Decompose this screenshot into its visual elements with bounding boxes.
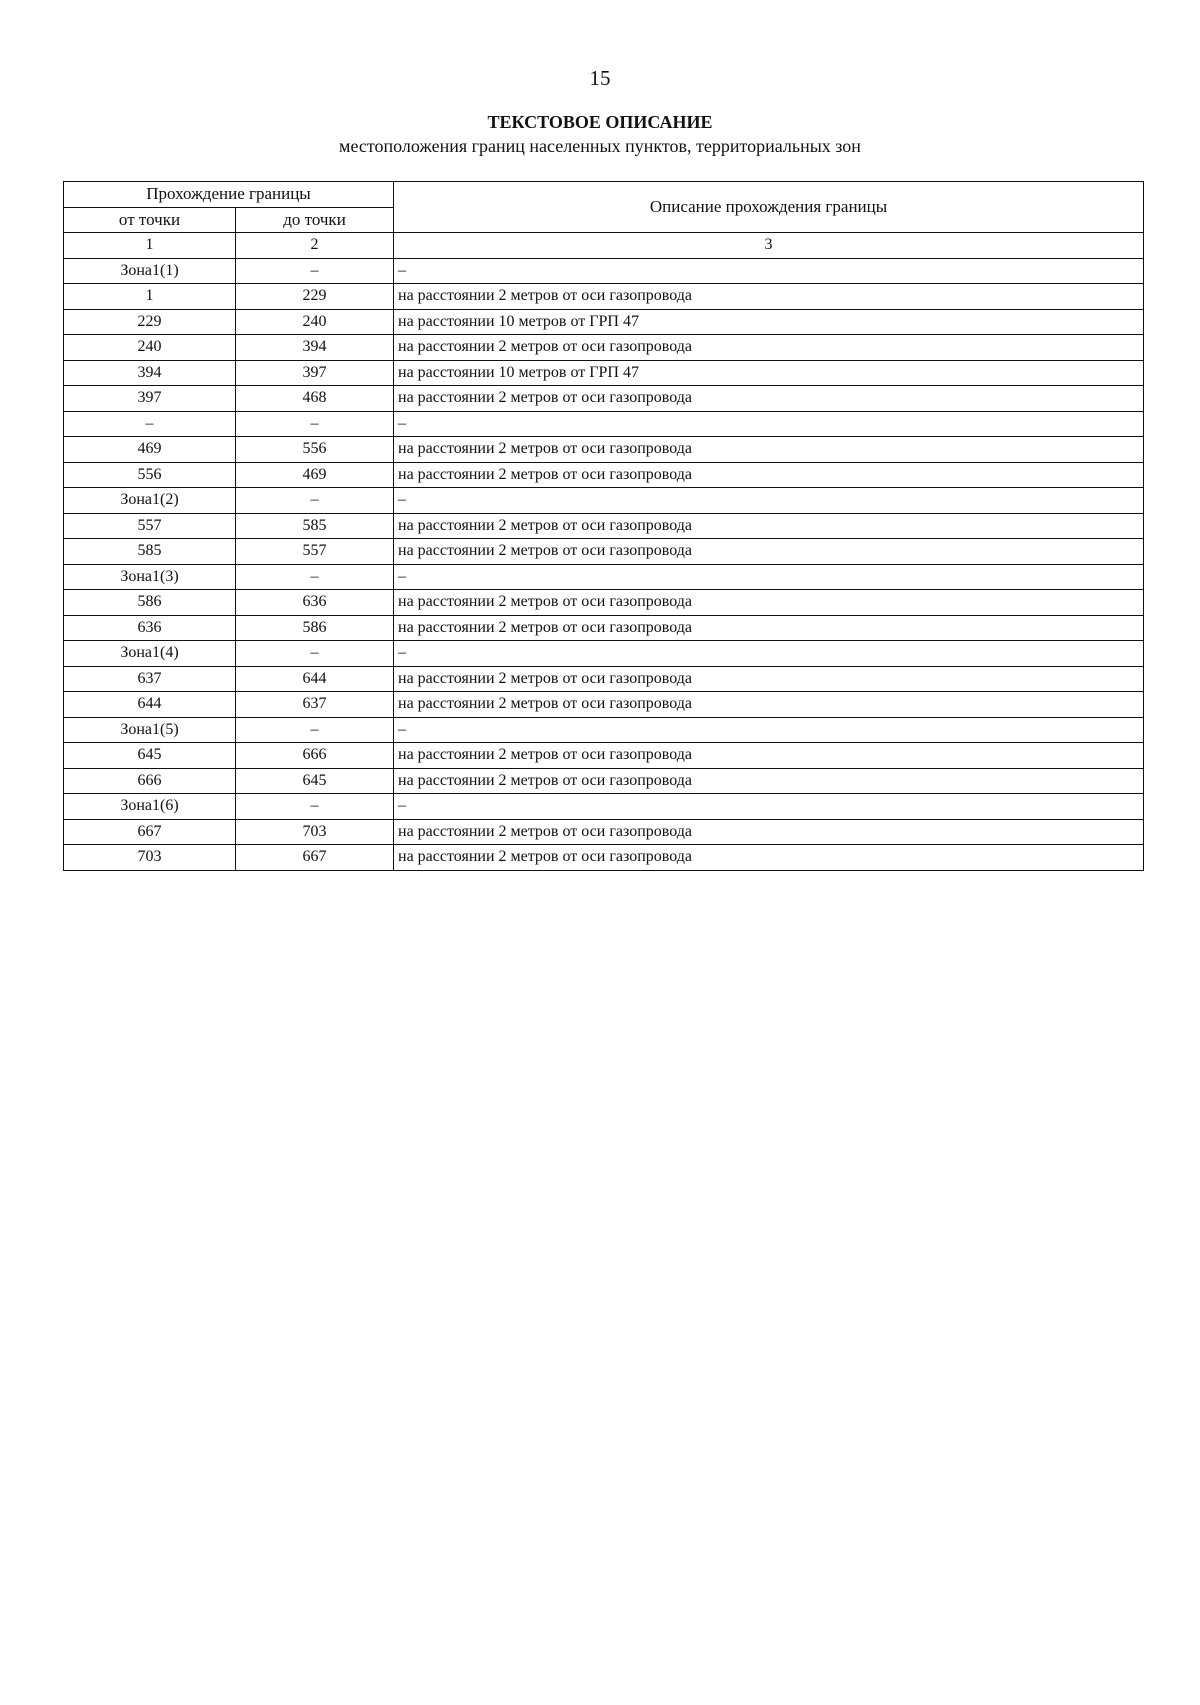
- document-title: ТЕКСТОВОЕ ОПИСАНИЕ: [487, 112, 713, 132]
- to-point-cell: 637: [236, 692, 394, 718]
- from-point-cell: 229: [64, 309, 236, 335]
- to-point-cell: –: [236, 564, 394, 590]
- description-cell: на расстоянии 2 метров от оси газопровода: [394, 845, 1144, 871]
- from-point-cell: 667: [64, 819, 236, 845]
- table-row: [64, 411, 1144, 437]
- table-row: [64, 437, 1144, 463]
- to-point-cell: 397: [236, 360, 394, 386]
- to-point-cell: 468: [236, 386, 394, 412]
- description-cell: на расстоянии 2 метров от оси газопровода: [394, 743, 1144, 769]
- from-point-cell: Зона1(5): [64, 717, 236, 743]
- from-point-cell: Зона1(2): [64, 488, 236, 514]
- description-cell: –: [394, 411, 1144, 437]
- to-point-cell: –: [236, 488, 394, 514]
- to-point-cell: 557: [236, 539, 394, 565]
- description-cell: на расстоянии 2 метров от оси газопровода: [394, 692, 1144, 718]
- table-row: [64, 360, 1144, 386]
- table-row: [64, 539, 1144, 565]
- to-point-cell: 645: [236, 768, 394, 794]
- description-cell: на расстоянии 10 метров от ГРП 47: [394, 360, 1144, 386]
- header-from-cell: от точки: [64, 207, 236, 233]
- description-cell: –: [394, 258, 1144, 284]
- table-row: [64, 513, 1144, 539]
- description-cell: –: [394, 717, 1144, 743]
- to-point-cell: 229: [236, 284, 394, 310]
- from-point-cell: Зона1(1): [64, 258, 236, 284]
- to-point-cell: 585: [236, 513, 394, 539]
- header-row: [64, 182, 1144, 208]
- from-point-cell: Зона1(4): [64, 641, 236, 667]
- to-point-cell: –: [236, 794, 394, 820]
- table-row: [64, 462, 1144, 488]
- from-point-cell: Зона1(6): [64, 794, 236, 820]
- table-row: [64, 590, 1144, 616]
- table-row: [64, 641, 1144, 667]
- boundary-table: [63, 181, 1144, 871]
- document-subtitle: местоположения границ населенных пунктов, территориальных зон: [339, 136, 861, 156]
- column-number-row: [64, 233, 1144, 259]
- table-row: [64, 335, 1144, 361]
- page-number: 15: [589, 66, 611, 90]
- from-point-cell: –: [64, 411, 236, 437]
- from-point-cell: 644: [64, 692, 236, 718]
- table-row: [64, 819, 1144, 845]
- header-to-cell: до точки: [236, 207, 394, 233]
- table-row: [64, 768, 1144, 794]
- table-row: [64, 845, 1144, 871]
- table-row: [64, 743, 1144, 769]
- from-point-cell: 637: [64, 666, 236, 692]
- description-cell: –: [394, 641, 1144, 667]
- from-point-cell: 703: [64, 845, 236, 871]
- table-body: [64, 182, 1144, 871]
- to-point-cell: 666: [236, 743, 394, 769]
- description-cell: на расстоянии 2 метров от оси газопровода: [394, 539, 1144, 565]
- to-point-cell: –: [236, 411, 394, 437]
- from-point-cell: 240: [64, 335, 236, 361]
- column-number-3: 3: [394, 233, 1144, 259]
- description-cell: –: [394, 564, 1144, 590]
- from-point-cell: 1: [64, 284, 236, 310]
- table-row: [64, 794, 1144, 820]
- description-cell: на расстоянии 2 метров от оси газопровода: [394, 513, 1144, 539]
- to-point-cell: 703: [236, 819, 394, 845]
- from-point-cell: 469: [64, 437, 236, 463]
- table-row: [64, 284, 1144, 310]
- to-point-cell: –: [236, 641, 394, 667]
- from-point-cell: 586: [64, 590, 236, 616]
- table-row: [64, 309, 1144, 335]
- description-cell: на расстоянии 2 метров от оси газопровода: [394, 768, 1144, 794]
- description-cell: на расстоянии 2 метров от оси газопровода: [394, 666, 1144, 692]
- header-group-cell: Прохождение границы: [64, 182, 394, 208]
- from-point-cell: 557: [64, 513, 236, 539]
- to-point-cell: 240: [236, 309, 394, 335]
- from-point-cell: 585: [64, 539, 236, 565]
- description-cell: на расстоянии 2 метров от оси газопровода: [394, 590, 1144, 616]
- description-cell: на расстоянии 2 метров от оси газопровода: [394, 386, 1144, 412]
- from-point-cell: 666: [64, 768, 236, 794]
- from-point-cell: Зона1(3): [64, 564, 236, 590]
- table-row: [64, 386, 1144, 412]
- column-number-1: 1: [64, 233, 236, 259]
- table-row: [64, 488, 1144, 514]
- description-cell: на расстоянии 2 метров от оси газопровода: [394, 819, 1144, 845]
- table-row: [64, 258, 1144, 284]
- description-cell: –: [394, 488, 1144, 514]
- description-cell: на расстоянии 2 метров от оси газопровода: [394, 462, 1144, 488]
- to-point-cell: 556: [236, 437, 394, 463]
- to-point-cell: 644: [236, 666, 394, 692]
- to-point-cell: –: [236, 258, 394, 284]
- from-point-cell: 397: [64, 386, 236, 412]
- from-point-cell: 394: [64, 360, 236, 386]
- from-point-cell: 645: [64, 743, 236, 769]
- description-cell: на расстоянии 2 метров от оси газопровода: [394, 437, 1144, 463]
- to-point-cell: 586: [236, 615, 394, 641]
- description-cell: на расстоянии 2 метров от оси газопровода: [394, 284, 1144, 310]
- header-description-cell: Описание прохождения границы: [394, 182, 1144, 233]
- column-number-2: 2: [236, 233, 394, 259]
- description-cell: на расстоянии 2 метров от оси газопровода: [394, 615, 1144, 641]
- table-row: [64, 615, 1144, 641]
- to-point-cell: 636: [236, 590, 394, 616]
- table-row: [64, 666, 1144, 692]
- from-point-cell: 556: [64, 462, 236, 488]
- to-point-cell: 394: [236, 335, 394, 361]
- to-point-cell: –: [236, 717, 394, 743]
- from-point-cell: 636: [64, 615, 236, 641]
- table-row: [64, 692, 1144, 718]
- to-point-cell: 469: [236, 462, 394, 488]
- description-cell: –: [394, 794, 1144, 820]
- table-row: [64, 717, 1144, 743]
- description-cell: на расстоянии 10 метров от ГРП 47: [394, 309, 1144, 335]
- table-row: [64, 564, 1144, 590]
- description-cell: на расстоянии 2 метров от оси газопровода: [394, 335, 1144, 361]
- to-point-cell: 667: [236, 845, 394, 871]
